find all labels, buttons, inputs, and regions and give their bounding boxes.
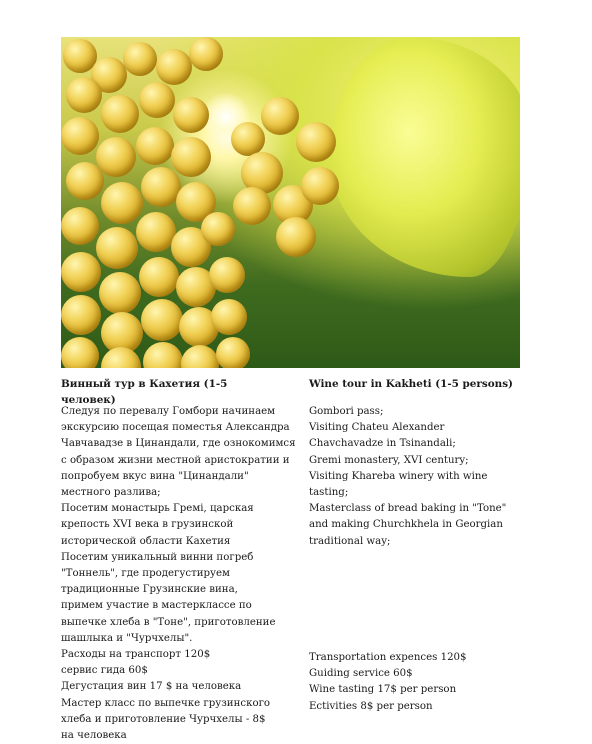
right-line: tasting; [309,487,349,499]
grape [301,167,339,205]
left-line: Дегустация вин 17 $ на человека [61,681,242,693]
left-line: Посетим монастырь Гремі, царская [61,503,254,515]
grape [61,337,99,368]
right-body [309,404,524,550]
grape [233,187,271,225]
right-prices [309,650,524,715]
right-line: Chavchavadze in Tsinandali; [309,438,456,450]
left-line: "Тоннель", где продегустируем [61,568,230,580]
vine-leaf [330,37,520,277]
left-line: выпечке хлеба в "Тоне", приготовление [61,616,276,628]
grape [61,252,101,292]
left-line: местного разлива; [61,487,161,499]
price-line: Ectivities 8$ per person [309,700,433,712]
left-line: Следуя по перевалу Гомбори начинаем [61,406,276,417]
grape [101,347,141,368]
grape [66,77,102,113]
left-line: сервис гида 60$ [61,665,148,677]
right-column [309,376,524,392]
price-line: Transportation expences 120$ [309,652,467,663]
left-line: хлеба и приготовление Чурчхелы - 8$ [61,713,266,725]
grape [123,42,157,76]
right-line: Gremi monastery, XVI century; [309,454,469,466]
grape [141,167,181,207]
right-line: Masterclass of bread baking in "Tone" [309,503,507,515]
grape [96,227,138,269]
grape [171,137,211,177]
right-line: traditional way; [309,535,391,547]
right-title: Wine tour in Kakheti (1-5 persons) [309,378,513,390]
grape [139,82,175,118]
grape [181,345,219,368]
grape [61,207,99,245]
grape [156,49,192,85]
left-title: Винный тур в Кахетия (1-5 человек) [61,378,228,407]
left-line: попробуем вкус вина "Цинандали" [61,470,249,482]
left-line: традиционные Грузинские вина, [61,584,238,596]
left-line: исторической области Кахетия [61,535,231,547]
left-line: на человека [61,730,127,742]
grape [261,97,299,135]
left-line: шашлыка и "Чурчхелы". [61,632,193,644]
grape [141,299,183,341]
grape [216,337,250,368]
price-line: Guiding service 60$ [309,668,413,680]
right-line: and making Churchkhela in Georgian [309,519,503,531]
grape [101,182,143,224]
grape [136,212,176,252]
hero-image [61,37,520,368]
left-body [61,404,296,744]
left-line: крепость XVI века в грузинской [61,519,234,531]
grape [66,162,104,200]
grape [189,37,223,71]
grape [61,117,99,155]
right-line: Visiting Chateu Alexander [309,422,445,434]
grape [173,97,209,133]
right-line: Gombori pass; [309,406,384,417]
grape [96,137,136,177]
grape [101,95,139,133]
grape [276,217,316,257]
grape [99,272,141,314]
left-line: экскурсию посещая поместья Александра [61,422,290,434]
right-line: Visiting Khareba winery with wine [309,470,488,482]
left-line: с образом жизни местной аристократии и [61,454,290,466]
grape [231,122,265,156]
grape [136,127,174,165]
left-line: Чавчавадзе в Цинандали, где ознокомимся [61,438,296,450]
grape [211,299,247,335]
left-line: Посетим уникальный винни погреб [61,551,254,563]
grape [143,342,183,368]
left-line: Мастер класс по выпечке грузинского [61,697,271,709]
grape [209,257,245,293]
left-line: Расходы на транспорт 120$ [61,649,211,661]
left-line: примем участие в мастерклассе по [61,600,252,612]
price-line: Wine tasting 17$ per person [309,684,457,696]
grape [201,212,235,246]
grape [296,122,336,162]
grape [61,295,101,335]
grape [139,257,179,297]
